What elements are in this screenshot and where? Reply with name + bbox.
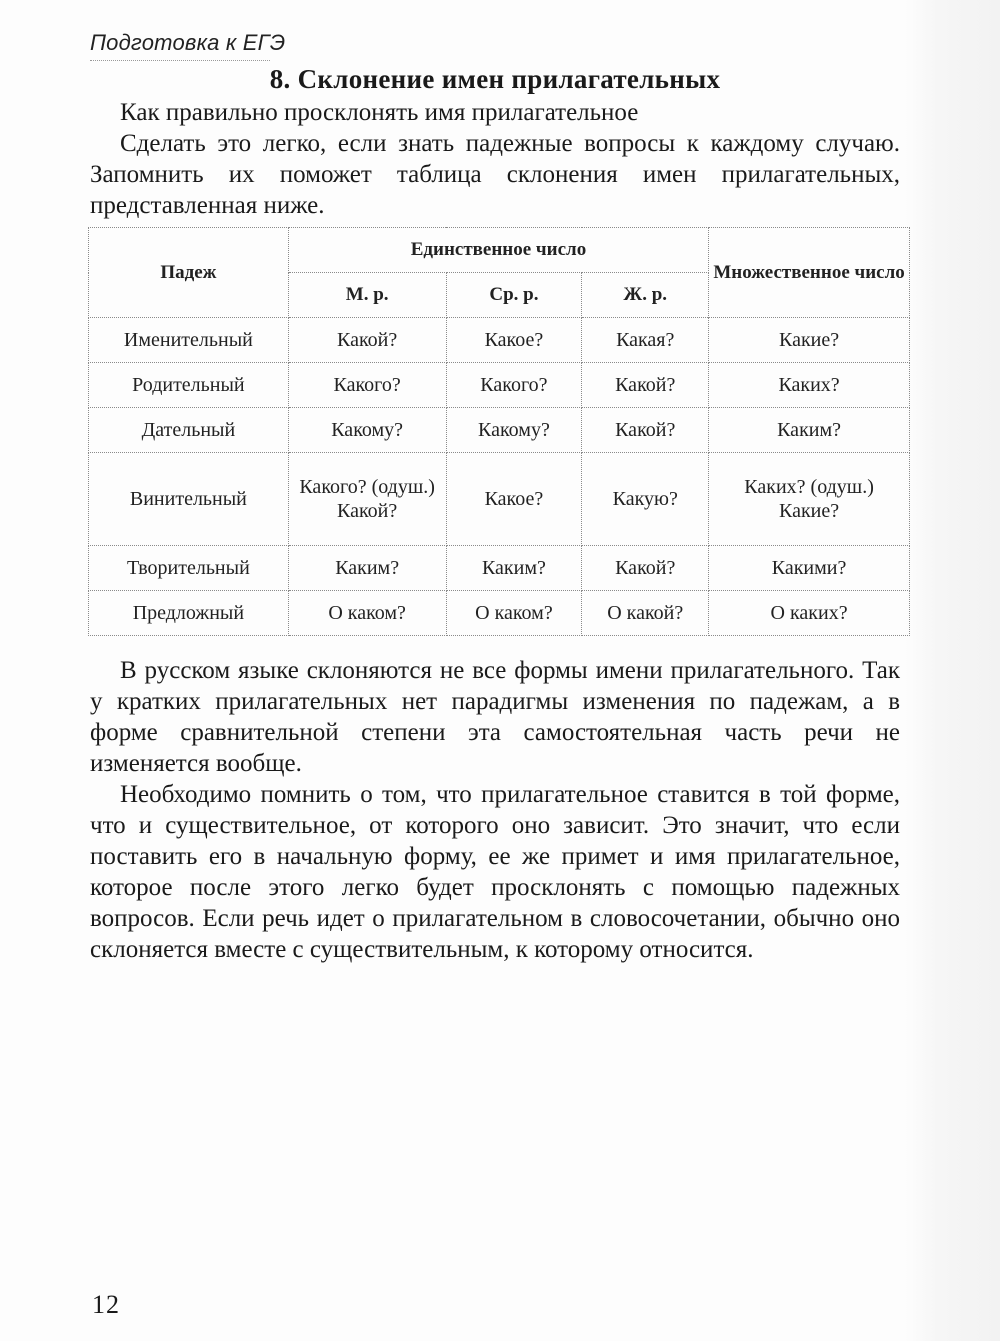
plural-cell: Каких? bbox=[709, 363, 910, 408]
neuter-cell: Какое? bbox=[446, 318, 582, 363]
case-cell: Творительный bbox=[89, 546, 289, 591]
masculine-cell: Какого? bbox=[288, 363, 446, 408]
paragraph: В русском языке склоняются не все формы имени прилагательного. Так у кратких прилагательных нет парадигмы изменения по падежам, а в форме сравнительной степени эта самостоятельная часть речи не изменяется вообще. bbox=[90, 657, 900, 777]
body-text bbox=[90, 655, 900, 965]
case-cell: Родительный bbox=[89, 363, 289, 408]
table-row bbox=[89, 453, 910, 546]
feminine-cell: Какую? bbox=[582, 453, 709, 546]
feminine-cell: Какой? bbox=[582, 363, 709, 408]
singular-header: Единственное число bbox=[288, 228, 708, 273]
case-cell: Предложный bbox=[89, 591, 289, 636]
neuter-cell: Каким? bbox=[446, 546, 582, 591]
plural-header: Множественное число bbox=[709, 228, 910, 318]
plural-cell: Какими? bbox=[709, 546, 910, 591]
masculine-cell: О каком? bbox=[288, 591, 446, 636]
plural-cell: Каких? (одуш.) Какие? bbox=[709, 453, 910, 546]
table-row bbox=[89, 408, 910, 453]
table-row bbox=[89, 318, 910, 363]
table-row bbox=[89, 546, 910, 591]
plural-cell: Какие? bbox=[709, 318, 910, 363]
intro-text bbox=[90, 97, 900, 221]
feminine-cell: Какой? bbox=[582, 408, 709, 453]
intro-subtitle: Как правильно просклонять имя прилагательное bbox=[120, 99, 639, 126]
case-cell: Винительный bbox=[89, 453, 289, 546]
page-number: 12 bbox=[92, 1290, 120, 1319]
declension-table bbox=[88, 227, 910, 636]
feminine-cell: Какой? bbox=[582, 546, 709, 591]
feminine-cell: О какой? bbox=[582, 591, 709, 636]
case-header: Падеж bbox=[89, 228, 289, 318]
gender-masculine: М. р. bbox=[288, 273, 446, 318]
table-header-row bbox=[89, 228, 910, 273]
table-row bbox=[89, 591, 910, 636]
masculine-cell: Какой? bbox=[288, 318, 446, 363]
feminine-cell: Какая? bbox=[582, 318, 709, 363]
page-edge-shadow bbox=[905, 0, 1000, 1341]
gender-feminine: Ж. р. bbox=[582, 273, 709, 318]
neuter-cell: О каком? bbox=[446, 591, 582, 636]
paragraph: Необходимо помнить о том, что прилагательное ставится в той форме, что и существительное, от которого оно зависит. Это значит, что если поставить его в начальную форму, ее же примет и имя прилагательное, которое после этого легко будет просклонять с помощью падежных вопросов. Если речь идет о прилагательном в словосочетании, обычно оно склоняется вместе с существительным, к которому относится. bbox=[90, 781, 900, 963]
masculine-cell: Каким? bbox=[288, 546, 446, 591]
neuter-cell: Какое? bbox=[446, 453, 582, 546]
running-head-rule bbox=[90, 60, 270, 61]
plural-cell: О каких? bbox=[709, 591, 910, 636]
intro-paragraph: Сделать это легко, если знать падежные вопросы к каждому случаю. Запомнить их поможет таблица склонения имен прилагательных, представленная ниже. bbox=[90, 130, 900, 219]
plural-cell: Каким? bbox=[709, 408, 910, 453]
section-title: 8. Склонение имен прилагательных bbox=[269, 64, 721, 94]
running-head: Подготовка к ЕГЭ bbox=[90, 30, 286, 55]
masculine-cell: Какому? bbox=[288, 408, 446, 453]
table-row bbox=[89, 363, 910, 408]
masculine-cell: Какого? (одуш.) Какой? bbox=[288, 453, 446, 546]
case-cell: Дательный bbox=[89, 408, 289, 453]
neuter-cell: Какому? bbox=[446, 408, 582, 453]
neuter-cell: Какого? bbox=[446, 363, 582, 408]
case-cell: Именительный bbox=[89, 318, 289, 363]
gender-neuter: Ср. р. bbox=[446, 273, 582, 318]
